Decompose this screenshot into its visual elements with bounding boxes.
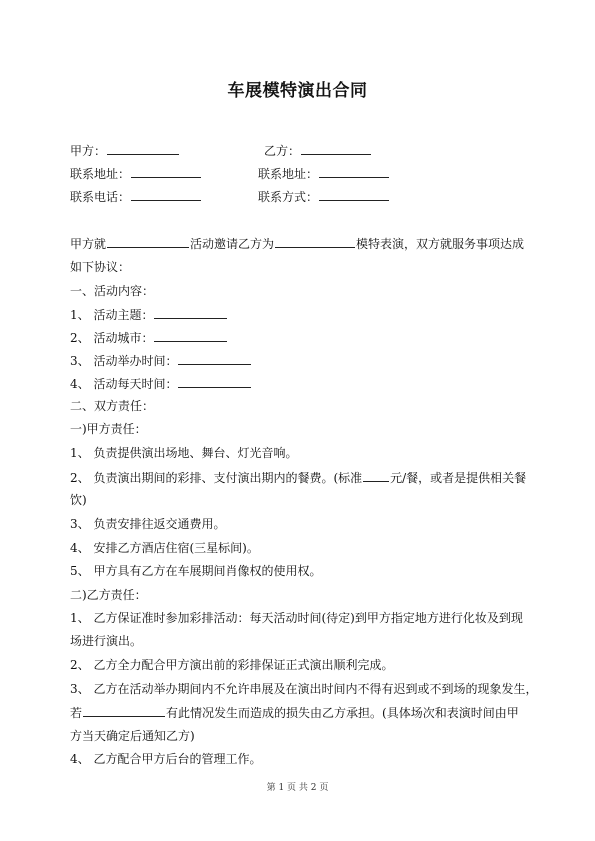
item-text: 元/餐，或者是提供相关餐 <box>390 471 527 485</box>
party-b-contact-blank[interactable] <box>319 189 389 201</box>
item-label: 4、 活动每天时间： <box>70 377 178 391</box>
list-item: 2、 乙方全力配合甲方演出前的彩排保证正式演出顺利完成。 <box>70 658 394 672</box>
activity-date-item <box>70 353 252 368</box>
party-b-contact-field <box>258 189 390 204</box>
list-item: 4、 乙方配合甲方后台的管理工作。 <box>70 752 262 766</box>
party-a-phone-label: 联系电话： <box>70 190 131 204</box>
party-a-phone-blank[interactable] <box>131 189 201 201</box>
activity-daily-time-blank[interactable] <box>178 376 251 388</box>
section-heading: 二、双方责任： <box>70 399 155 413</box>
item-label: 1、 活动主题： <box>70 308 154 322</box>
intro-line-1 <box>70 236 524 251</box>
party-b-address-label: 联系地址： <box>258 167 319 181</box>
intro-text: 模特表演，双方就服务事项达成 <box>356 237 525 251</box>
party-a-field <box>70 143 180 158</box>
party-a-blank[interactable] <box>107 143 179 155</box>
activity-city-item <box>70 330 228 345</box>
intro-text: 甲方就 <box>70 237 107 251</box>
list-item: 3、 乙方在活动举办期间内不允许串展及在演出时间内不得有迟到或不到场的现象发生， <box>70 682 538 696</box>
subsection-heading: 二)乙方责任： <box>70 588 147 602</box>
list-item <box>70 470 526 485</box>
list-item: 3、 负责安排往返交通费用。 <box>70 517 226 531</box>
list-item-continuation <box>70 705 519 720</box>
contract-title: 车展模特演出合同 <box>227 81 368 101</box>
list-item-continuation: 饮) <box>70 493 87 507</box>
party-a-address-label: 联系地址： <box>70 167 131 181</box>
item-text: 若 <box>70 706 83 720</box>
party-b-address-field <box>258 166 390 181</box>
model-type-blank[interactable] <box>275 236 355 248</box>
subsection-heading: 一)甲方责任： <box>70 422 147 436</box>
item-label: 2、 活动城市： <box>70 331 154 345</box>
party-b-label: 乙方： <box>264 144 301 158</box>
meal-standard-blank[interactable] <box>363 470 389 482</box>
activity-name-blank[interactable] <box>107 236 189 248</box>
activity-theme-item <box>70 307 228 322</box>
list-item: 1、 乙方保证准时参加彩排活动：每天活动时间(待定)到甲方指定地方进行化妆及到现 <box>70 611 523 625</box>
activity-daily-time-item <box>70 376 252 391</box>
intro-text: 活动邀请乙方为 <box>190 237 275 251</box>
party-a-address-blank[interactable] <box>131 166 201 178</box>
activity-date-blank[interactable] <box>178 353 251 365</box>
party-a-address-field <box>70 166 202 181</box>
list-item: 5、 甲方具有乙方在车展期间肖像权的使用权。 <box>70 564 322 578</box>
intro-line-2: 如下协议： <box>70 260 131 274</box>
list-item: 1、 负责提供演出场地、舞台、灯光音响。 <box>70 446 298 460</box>
party-b-address-blank[interactable] <box>319 166 389 178</box>
item-label: 3、 活动举办时间： <box>70 354 178 368</box>
item-text: 2、 负责演出期间的彩排、支付演出期内的餐费。(标准 <box>70 471 363 485</box>
list-item: 4、 安排乙方酒店住宿(三星标间)。 <box>70 541 259 555</box>
section-heading: 一、活动内容： <box>70 284 155 298</box>
party-a-phone-field <box>70 189 202 204</box>
activity-theme-blank[interactable] <box>154 307 227 319</box>
activity-city-blank[interactable] <box>154 330 227 342</box>
list-item-continuation: 场进行演出。 <box>70 634 143 648</box>
list-item-continuation: 方当天确定后通知乙方) <box>70 729 195 743</box>
item-text: 有此情况发生而造成的损失由乙方承担。(具体场次和表演时间由甲 <box>166 706 519 720</box>
party-a-label: 甲方： <box>70 144 107 158</box>
party-b-contact-label: 联系方式： <box>258 190 319 204</box>
penalty-blank[interactable] <box>83 705 165 717</box>
page-number: 第 1 页 共 2 页 <box>266 783 329 793</box>
party-b-blank[interactable] <box>301 143 371 155</box>
party-b-field <box>264 143 372 158</box>
